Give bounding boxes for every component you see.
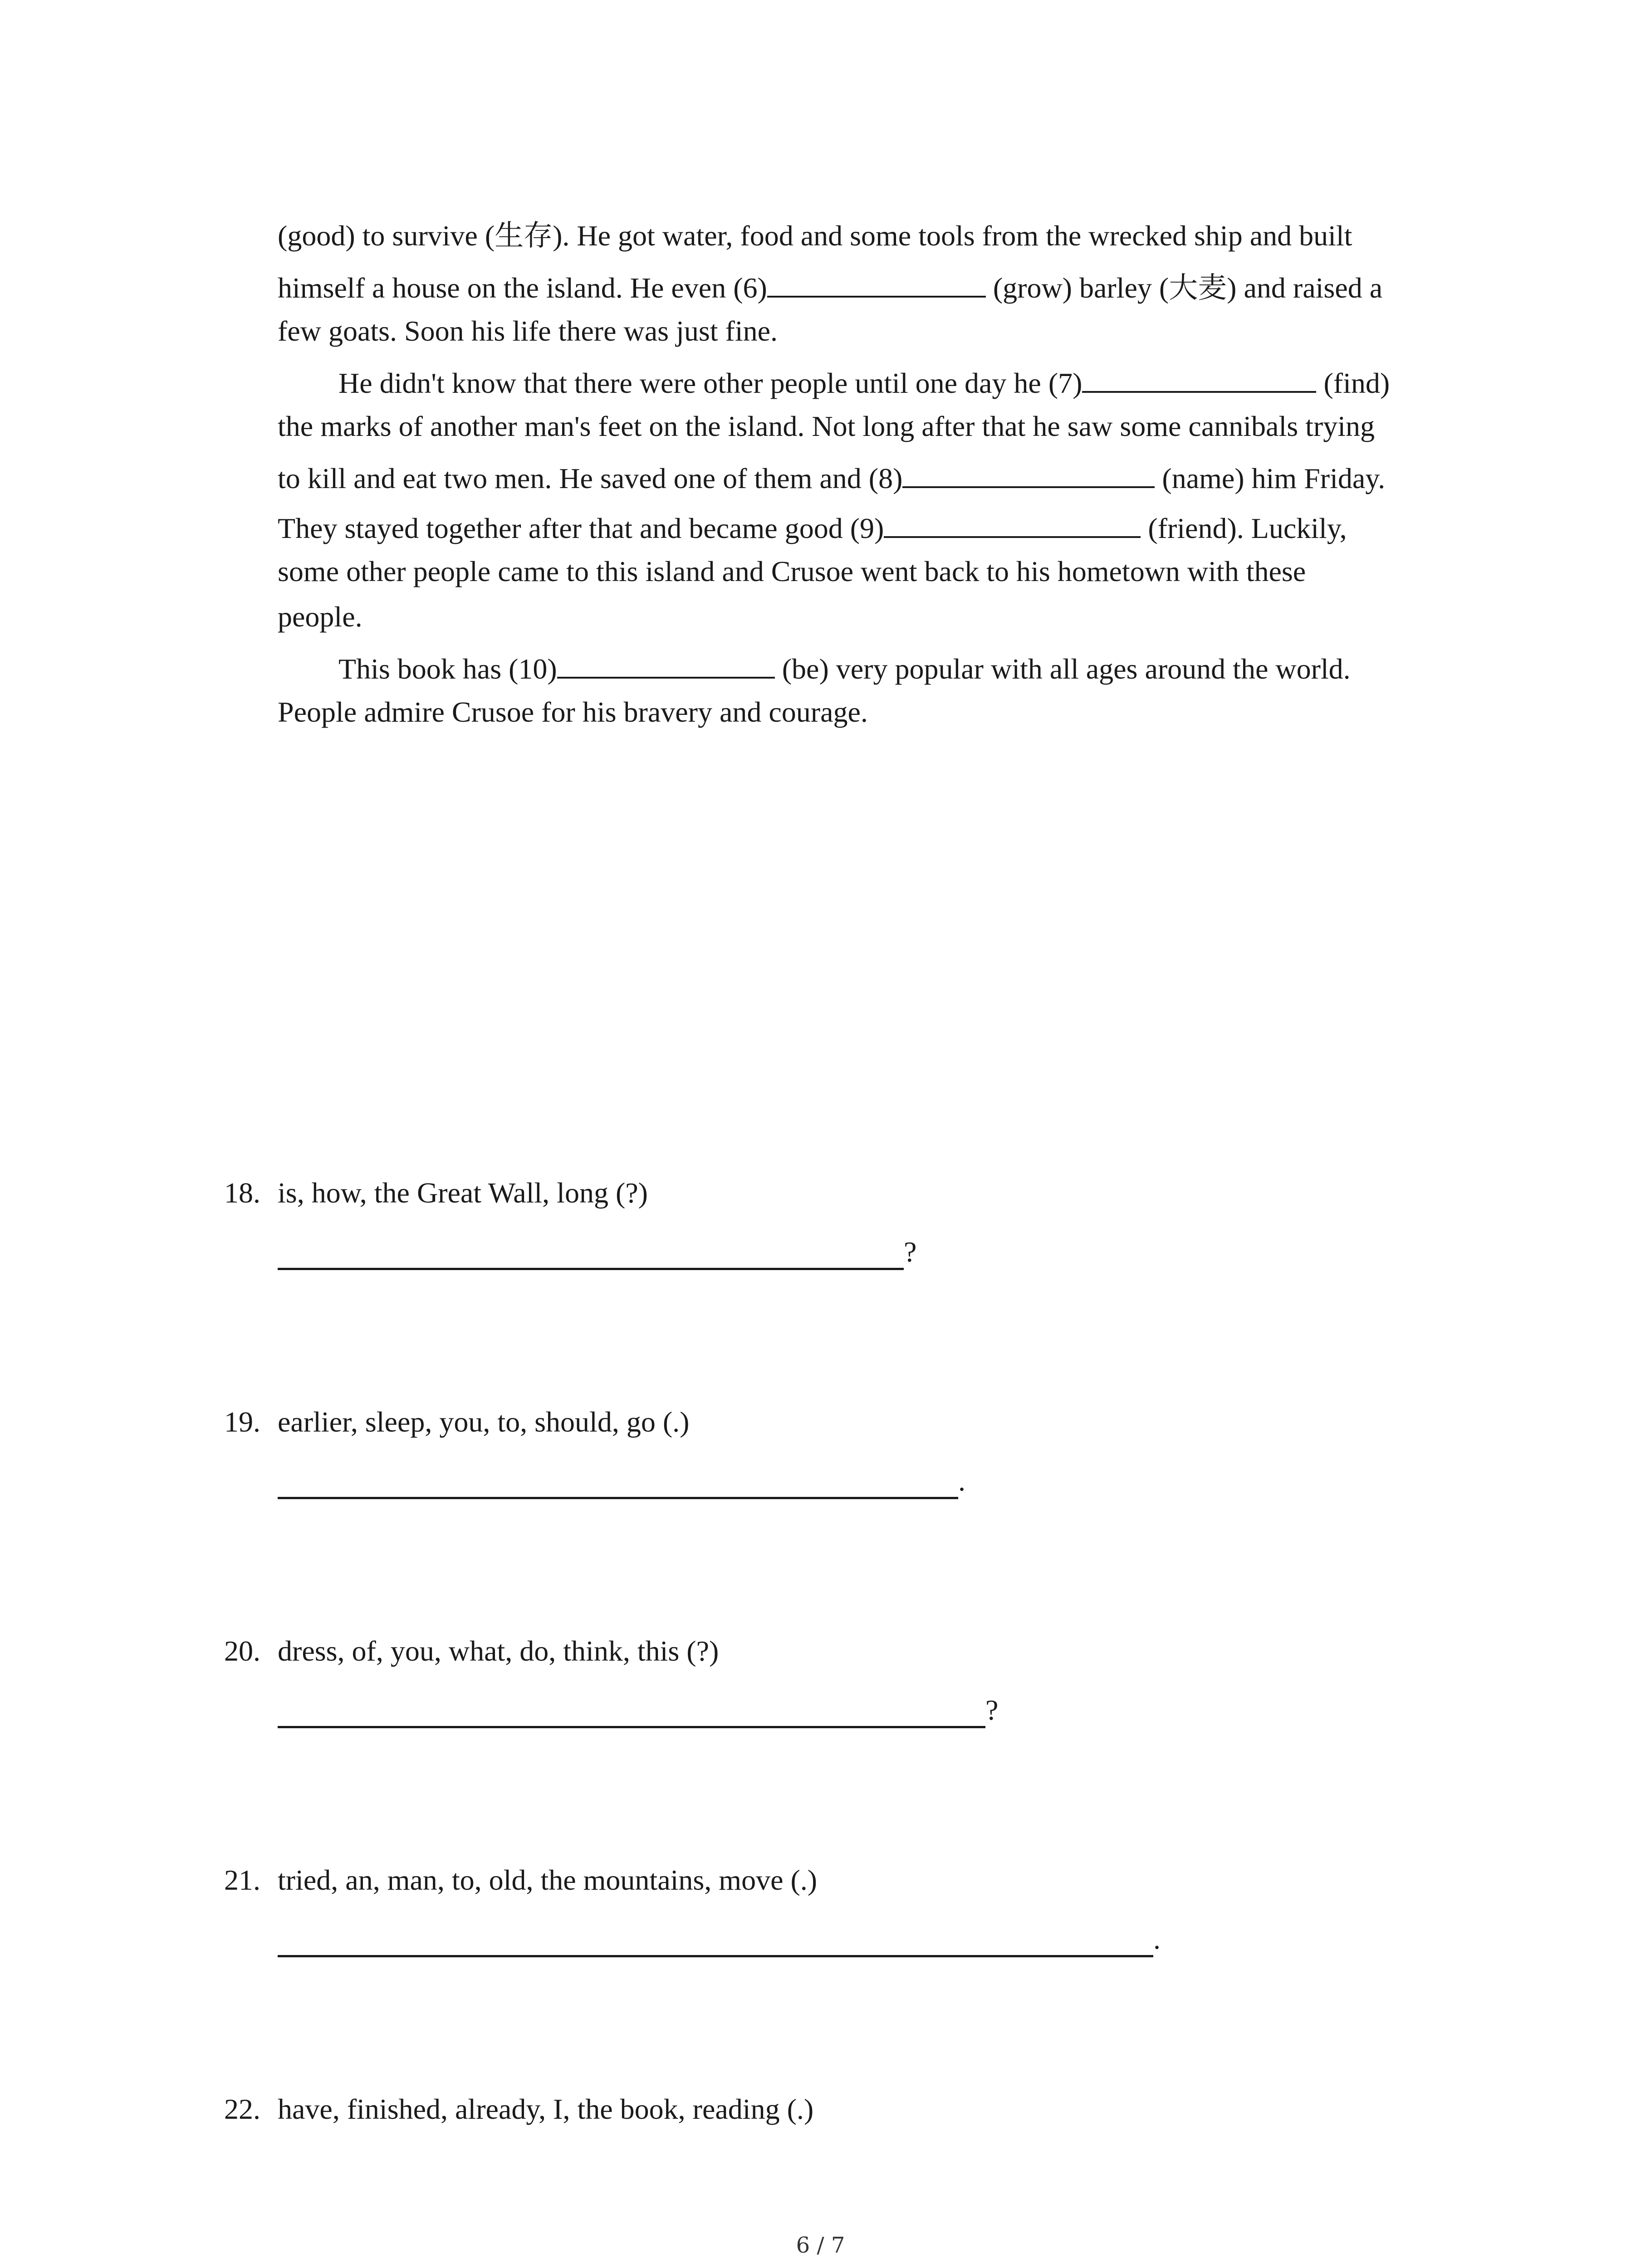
passage-line-6 <box>278 458 1385 497</box>
passage-line-4 <box>338 363 1390 401</box>
passage-text: some other people came to this island and Crusoe went back to his hometown with these <box>278 555 1306 587</box>
blank-10[interactable] <box>557 649 775 679</box>
passage-line-1 <box>278 218 1352 254</box>
passage-line-2 <box>278 268 1382 306</box>
passage-text: He didn't know that there were other people until one day he (7) <box>338 367 1083 399</box>
blank-6[interactable] <box>767 268 986 298</box>
blank-9[interactable] <box>884 508 1141 538</box>
answer-rule[interactable] <box>278 1465 958 1499</box>
question-prompt: is, how, the Great Wall, long (?) <box>278 1177 648 1209</box>
blank-8[interactable] <box>902 458 1155 488</box>
passage-line-8 <box>278 553 1306 590</box>
answer-rule[interactable] <box>278 1236 904 1270</box>
passage-text: They stayed together after that and became good (9) <box>278 512 884 544</box>
answer-end-mark: ? <box>985 1694 999 1726</box>
passage-line-3 <box>278 313 778 349</box>
question-number: 20. <box>224 1635 260 1667</box>
passage-text: This book has (10) <box>338 653 557 685</box>
passage-text: (friend). Luckily, <box>1141 512 1347 544</box>
passage-text: (grow) barley (大麦) and raised a <box>985 272 1383 304</box>
question-prompt: have, finished, already, I, the book, reading (.) <box>278 2093 814 2125</box>
passage-line-5 <box>278 408 1375 445</box>
answer-line[interactable] <box>278 1921 1161 1957</box>
question-number: 21. <box>224 1864 260 1896</box>
passage-line-9 <box>278 599 362 635</box>
passage-text: few goats. Soon his life there was just fine. <box>278 315 778 347</box>
answer-line[interactable] <box>278 1463 965 1499</box>
question-prompt: tried, an, man, to, old, the mountains, move (.) <box>278 1864 818 1896</box>
passage-text: (name) him Friday. <box>1155 462 1386 494</box>
blank-7[interactable] <box>1082 363 1316 393</box>
passage-text: People admire Crusoe for his bravery and courage. <box>278 696 868 728</box>
question-number: 22. <box>224 2093 260 2125</box>
passage-line-10 <box>338 649 1351 687</box>
passage-text: himself a house on the island. He even (6) <box>278 272 767 304</box>
passage-line-11 <box>278 694 868 730</box>
answer-end-mark: . <box>958 1465 965 1497</box>
answer-line[interactable] <box>278 1692 998 1728</box>
question-prompt: earlier, sleep, you, to, should, go (.) <box>278 1406 690 1438</box>
answer-rule[interactable] <box>278 1694 985 1728</box>
page-indicator: 6 / 7 <box>796 2233 845 2258</box>
answer-end-mark: . <box>1153 1923 1161 1955</box>
passage-text: (good) to survive (生存). He got water, food and some tools from the wrecked ship and built <box>278 220 1352 252</box>
passage-text: (find) <box>1316 367 1390 399</box>
passage-text: the marks of another man's feet on the island. Not long after that he saw some cannibals trying <box>278 410 1375 442</box>
passage-line-7 <box>278 508 1347 547</box>
answer-line[interactable] <box>278 1234 916 1270</box>
passage-text: people. <box>278 601 362 633</box>
answer-end-mark: ? <box>904 1236 917 1268</box>
question-number: 19. <box>224 1406 260 1438</box>
question-number: 18. <box>224 1177 260 1209</box>
passage-text: (be) very popular with all ages around the world. <box>774 653 1351 685</box>
answer-rule[interactable] <box>278 1923 1153 1957</box>
question-prompt: dress, of, you, what, do, think, this (?) <box>278 1635 719 1667</box>
passage-text: to kill and eat two men. He saved one of them and (8) <box>278 462 903 494</box>
